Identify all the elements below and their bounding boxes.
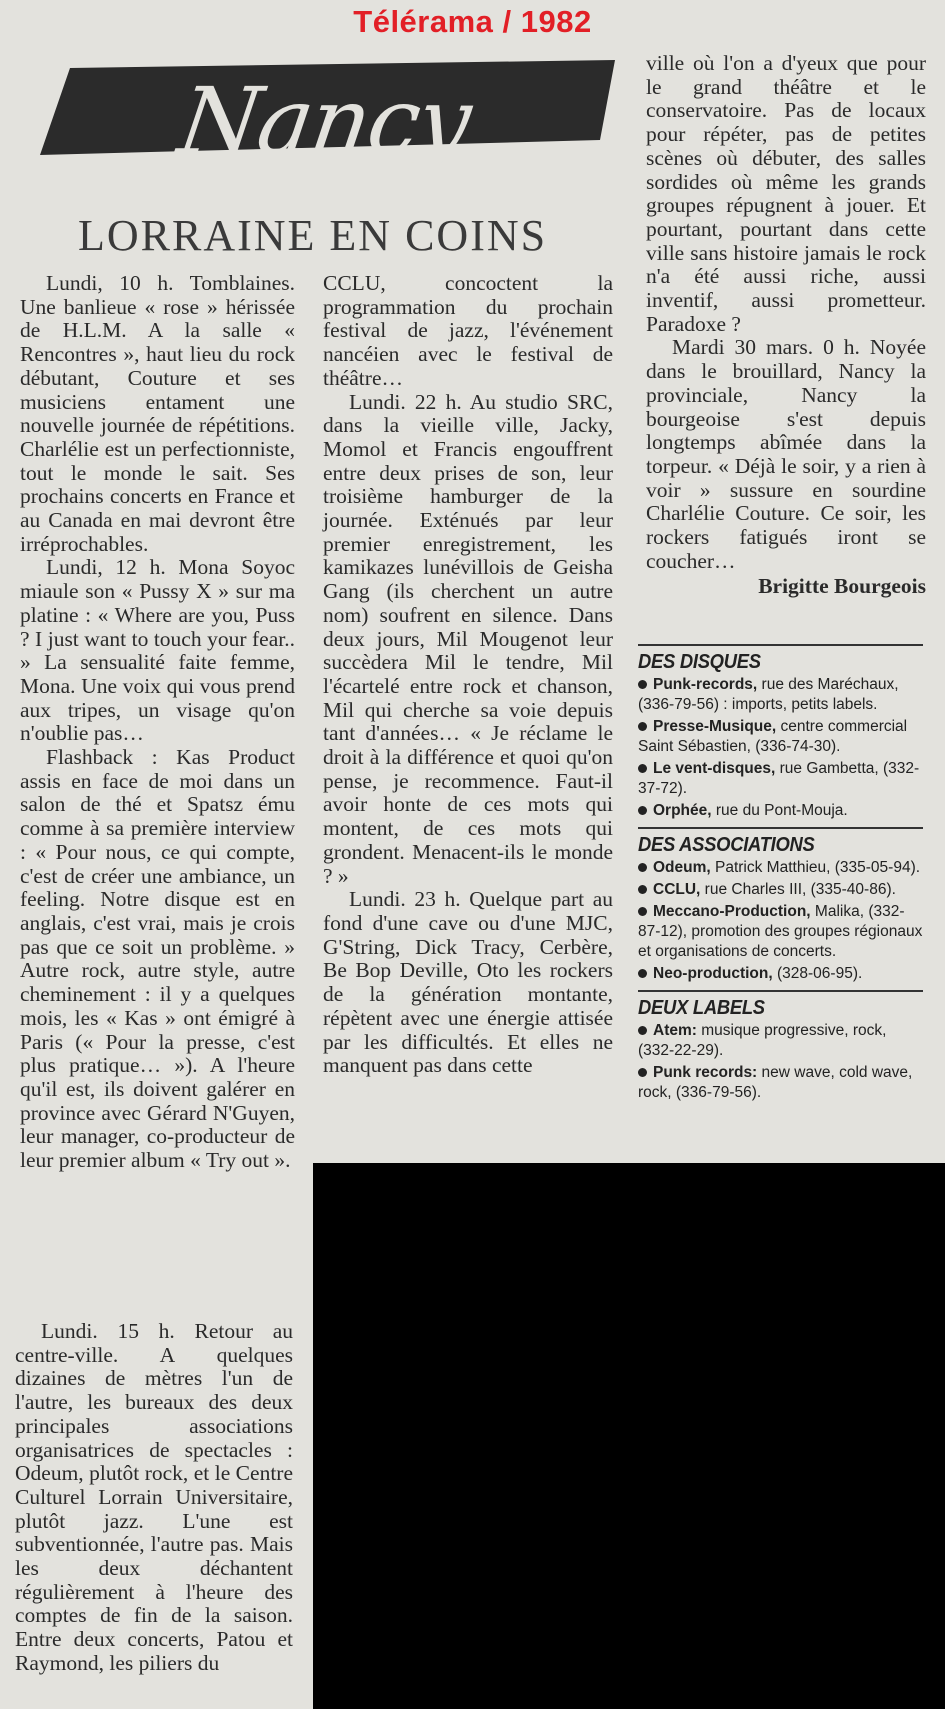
paragraph: ville où l'on a d'yeux que pour le grand théâtre et le conservatoire. Pas de locaux pour répéter, pas de petites scènes où débuter, des salles sordides où même les grands groupes répugnent à jouer. Et pourtant, pourtant dans cette ville sans histoire jamais le rock n'a été aussi riche, aussi inventif, aussi prometteur. Paradoxe ? <box>646 51 926 336</box>
divider <box>638 827 923 829</box>
section-heading: DES DISQUES <box>638 651 761 673</box>
paragraph: Flashback : Kas Product assis en face de moi dans un salon de thé et Spatsz ému comme à sa première interview : « Pour nous, ce qui compte, c'est de créer une ambiance, un feeling. Notre disque est en anglais, c'est vrai, mais je crois pas que ce soit un problème. » Autre rock, autre style, autre cheminement : il y a quelques mois, les « Kas » ont émigré à Paris (« Pour la presse, c'est plus pratique… »). A l'heure qu'il est, ils doivent galérer en province avec Gérard N'Guyen, leur manager, co-producteur de leur premier album « Try out ». <box>20 745 295 1173</box>
bullet-icon <box>638 722 647 731</box>
masthead <box>40 60 615 175</box>
bullet-icon <box>638 969 647 978</box>
column-3 <box>646 52 926 599</box>
list-item: Presse-Musique, centre commercial Saint Sébastien, (336-74-30). <box>638 718 908 755</box>
bullet-icon <box>638 764 647 773</box>
list-item: Orphée, rue du Pont-Mouja. <box>638 801 923 821</box>
list-item: Atem: musique progressive, rock, (332-22-29). <box>638 1022 887 1059</box>
masthead-title: Nancy <box>172 68 476 175</box>
paragraph: Lundi. 22 h. Au studio SRC, dans la vieille ville, Jacky, Momol et Francis engouffrent entre deux prises de son, leur troisième hamburger de la journée. Exténués par leur premier enregistrement, les kamikazes lunévillois de Geisha Gang (ils cherchent un autre nom) soufrent en silence. Dans deux jours, Mil Mougenot leur succèdera Mil le tendre, Mil l'écartelé entre rock et chanson, Mil qui cherche sa voie depuis tant d'années… « Je réclame le droit à la différence et quoi qu'on pense, je recommence. Faut-il avoir honte de ces mots qui montent, de ces mots qui grondent. Menacent-ils le monde ? » <box>323 389 613 888</box>
paragraph: Lundi. 23 h. Quelque part au fond d'une cave ou d'une MJC, G'String, Dick Tracy, Cerbère, Be Bop Deville, Oto les rockers de la génération montante, répètent avec une énergie attisée par les difficultés. Et elles ne manquent pas dans cette <box>323 887 613 1078</box>
divider <box>638 990 923 992</box>
article-headline: LORRAINE EN COINS <box>78 211 548 260</box>
source-caption: Télérama / 1982 <box>353 4 592 39</box>
bullet-icon <box>638 1026 647 1035</box>
bullet-icon <box>638 885 647 894</box>
paragraph: Lundi, 10 h. Tomblaines. Une banlieue « rose » hérissée de H.L.M. A la salle « Rencontres », haut lieu du rock débutant, Couture et ses musiciens entament une nouvelle journée de répétitions. Charlélie est un perfectionniste, tout le monde le sait. Ses prochains concerts en France et au Canada en mai devront être irréprochables. <box>20 271 295 556</box>
column-1-top <box>20 272 295 1173</box>
list-item: Punk records: new wave, cold wave, rock, (336-79-56). <box>638 1064 913 1101</box>
list-item: Neo-production, (328-06-95). <box>638 964 923 984</box>
divider <box>638 644 923 646</box>
paragraph: Lundi. 15 h. Retour au centre-ville. A quelques dizaines de mètres l'un de l'autre, les bureaux des deux principales associations organisatrices de spectacles : Odeum, plutôt rock, et le Centre Culturel Lorrain Universitaire, plutôt jazz. L'une est subventionnée, l'autre pas. Mais les deux déchantent régulièrement à l'heure des comptes de fin de la saison. Entre deux concerts, Patou et Raymond, les piliers du <box>15 1319 293 1675</box>
list-item: Le vent-disques, rue Gambetta, (332-37-72). <box>638 760 920 797</box>
bullet-icon <box>638 907 647 916</box>
paragraph: CCLU, concoctent la programmation du prochain festival de jazz, l'événement nancéien avec le festival de théâtre… <box>323 271 613 390</box>
associations-section <box>638 827 923 984</box>
bullet-icon <box>638 863 647 872</box>
list-item: Odeum, Patrick Matthieu, (335-05-94). <box>638 858 923 878</box>
info-sidebar <box>638 644 923 1109</box>
blank-area <box>313 1163 945 1709</box>
section-heading: DES ASSOCIATIONS <box>638 834 815 856</box>
disques-section <box>638 644 923 821</box>
section-heading: DEUX LABELS <box>638 997 765 1019</box>
column-2 <box>323 272 613 1078</box>
bullet-icon <box>638 680 647 689</box>
bullet-icon <box>638 1068 647 1077</box>
byline: Brigitte Bourgeois <box>758 574 926 599</box>
list-item: Meccano-Production, Malika, (332-87-12), promotion des groupes régionaux et organisations de concerts. <box>638 903 923 960</box>
paragraph: Lundi, 12 h. Mona Soyoc miaule son « Pussy X » sur ma platine : « Where are you, Puss ? I just want to touch your fear.. » La sensualité faite femme, Mona. Une voix qui vous prend aux tripes, un visage qu'on n'oublie pas… <box>20 555 295 746</box>
bullet-icon <box>638 806 647 815</box>
list-item: CCLU, rue Charles III, (335-40-86). <box>638 880 923 900</box>
list-item: Punk-records, rue des Maréchaux, (336-79-56) : imports, petits labels. <box>638 676 899 713</box>
column-1-bottom <box>15 1320 293 1676</box>
labels-section <box>638 990 923 1103</box>
paragraph: Mardi 30 mars. 0 h. Noyée dans le brouillard, Nancy la provinciale, Nancy la bourgeoise s'est depuis longtemps abîmée dans la torpeur. « Déjà le soir, y a rien à voir » sussure en sourdine Charlélie Couture. Ce soir, les rockers fatigués iront se coucher… <box>646 335 926 573</box>
